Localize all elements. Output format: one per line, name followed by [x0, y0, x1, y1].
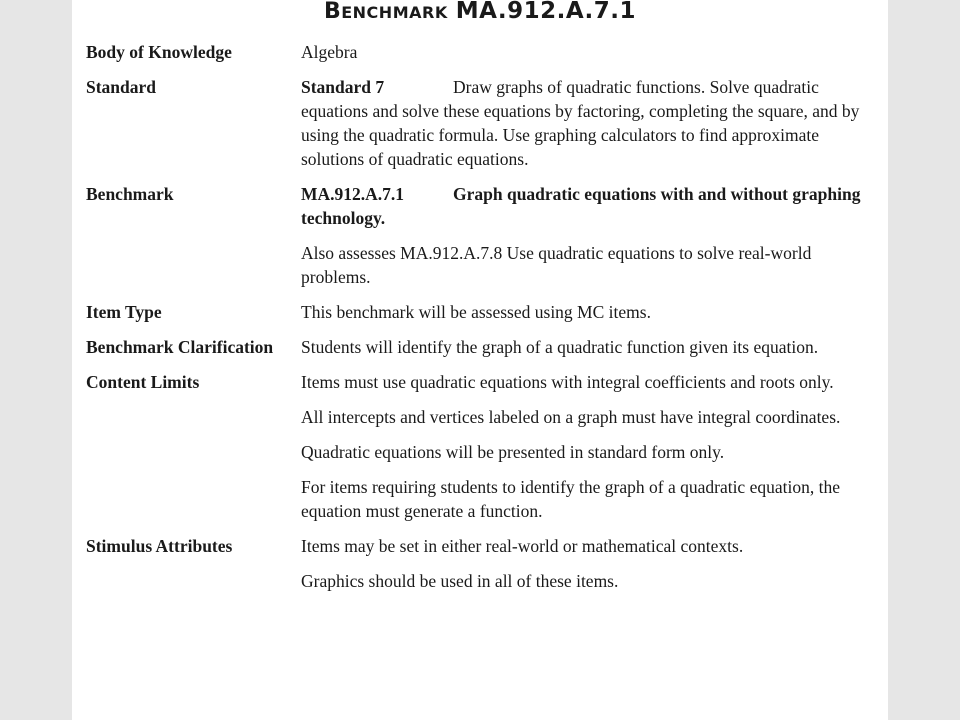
stimulus-attribute-2: Graphics should be used in all of these items. — [301, 571, 619, 591]
row-standard — [86, 75, 866, 171]
row-benchmark-clarification — [86, 335, 866, 359]
benchmark-statement — [301, 182, 866, 230]
row-stimulus-attributes — [86, 534, 866, 593]
stimulus-attribute-1: Items may be set in either real-world or mathematical contexts. — [301, 536, 744, 556]
row-label: Body of Knowledge — [86, 42, 232, 62]
row-value — [301, 534, 866, 593]
row-label: Item Type — [86, 302, 162, 322]
row-label: Content Limits — [86, 372, 200, 392]
title-initial: B — [323, 0, 342, 24]
row-content-limits — [86, 370, 866, 523]
row-body-of-knowledge — [86, 40, 866, 64]
row-value: Students will identify the graph of a quadratic function given its equation. — [301, 337, 819, 357]
row-value — [301, 182, 866, 289]
row-label: Stimulus Attributes — [86, 536, 233, 556]
benchmark-also-assesses: Also assesses MA.912.A.7.8 Use quadratic equations to solve real-world problems. — [301, 243, 812, 287]
row-label: Benchmark Clarification — [86, 337, 274, 357]
row-label: Standard — [86, 77, 157, 97]
title-rest: ENCHMARK — [341, 3, 448, 22]
row-value — [301, 370, 866, 523]
content-limit-2: All intercepts and vertices labeled on a graph must have integral coordinates. — [301, 407, 841, 427]
content-limit-1: Items must use quadratic equations with integral coefficients and roots only. — [301, 372, 834, 392]
row-benchmark — [86, 182, 866, 289]
page-title — [72, 0, 888, 30]
standard-text: Draw graphs of quadratic functions. Solve quadratic equations and solve these equations by factoring, completing the square, and by using the quadratic formula. Use graphing calculators to find approximate solutions of quadratic equations. — [301, 77, 860, 169]
title-code: MA.912.A.7.1 — [455, 0, 637, 24]
content-limit-4: For items requiring students to identify the graph of a quadratic equation, the equation must generate a function. — [301, 477, 840, 521]
benchmark-code: MA.912.A.7.1 — [301, 184, 405, 204]
row-label: Benchmark — [86, 184, 174, 204]
benchmark-text: Graph quadratic equations with and without graphing technology. — [301, 184, 861, 228]
content-limit-3: Quadratic equations will be presented in standard form only. — [301, 442, 725, 462]
row-value — [301, 75, 866, 171]
row-value: This benchmark will be assessed using MC items. — [301, 302, 651, 322]
document-page — [72, 0, 888, 720]
standard-code: Standard 7 — [301, 77, 385, 97]
row-item-type — [86, 300, 866, 324]
benchmark-table — [86, 40, 866, 604]
row-value: Algebra — [301, 42, 358, 62]
